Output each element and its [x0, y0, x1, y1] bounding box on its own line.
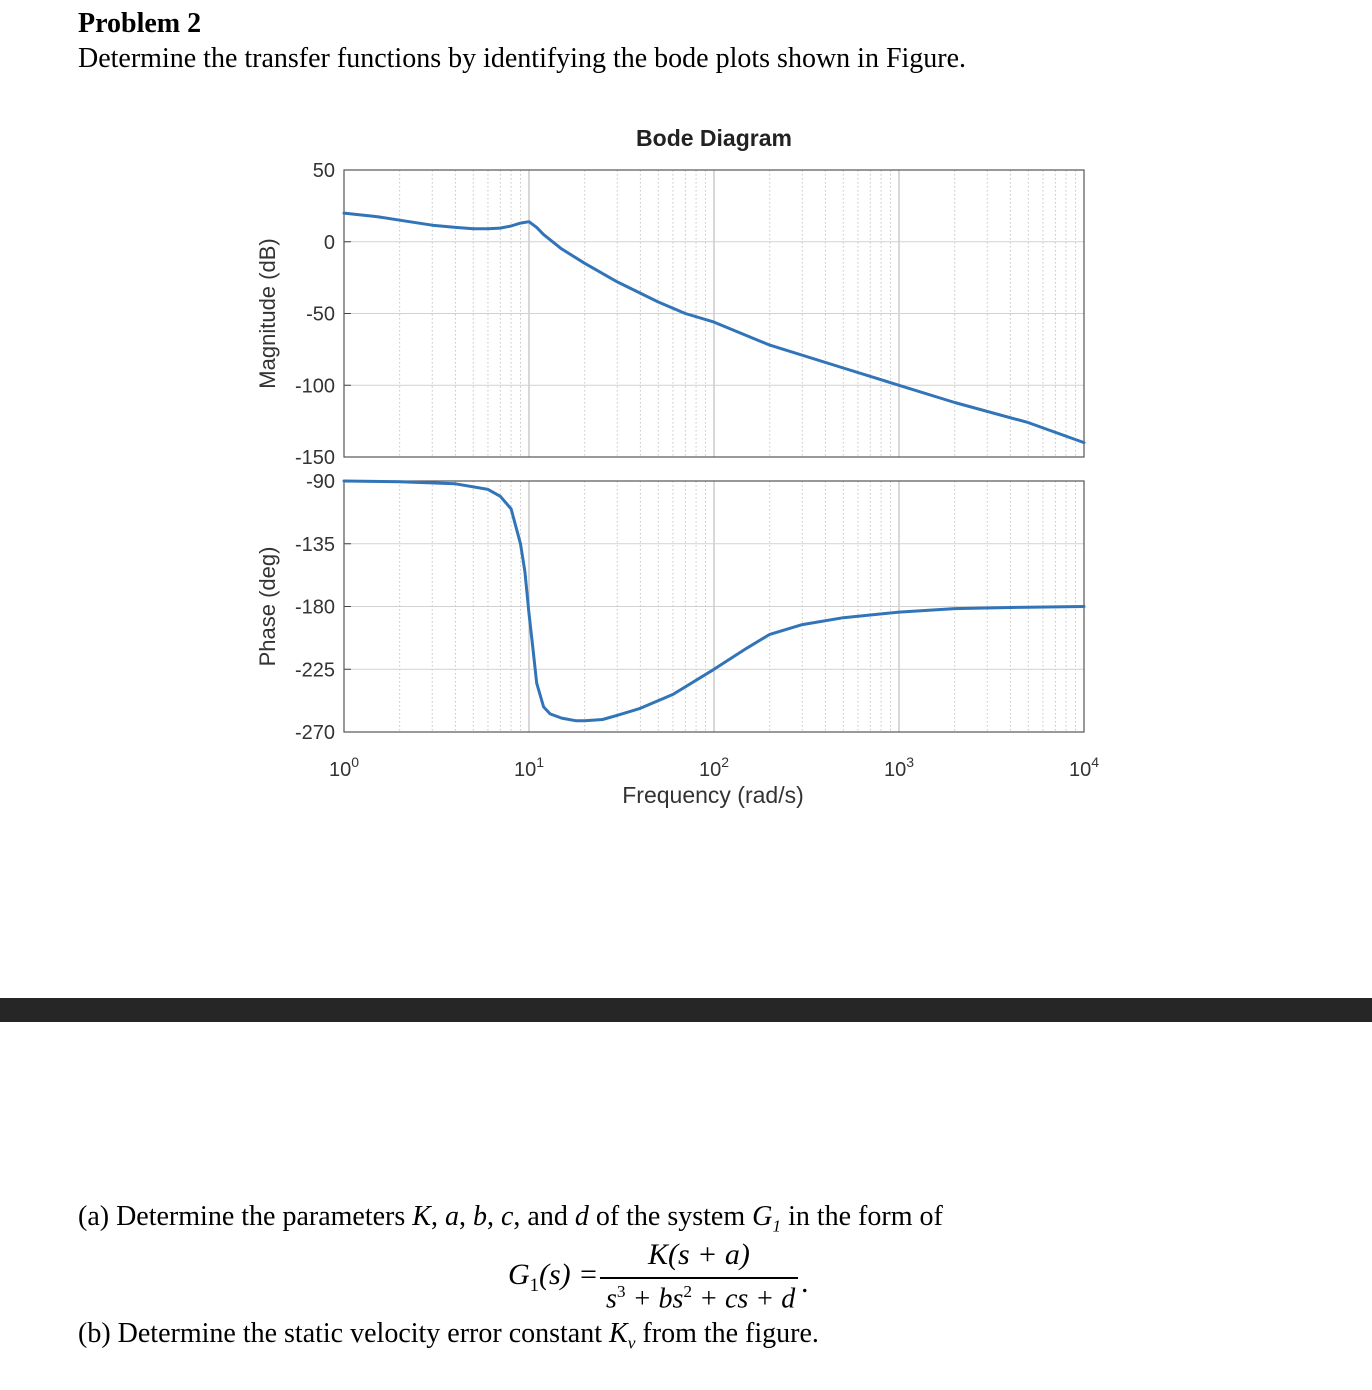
transfer-function-equation	[508, 1238, 828, 1318]
question-b: (b) Determine the static velocity error constant $K_v$ from the figure.	[78, 1318, 819, 1353]
equation-lhs: $G_1(s)$ =	[508, 1258, 599, 1296]
equation-period: .	[801, 1266, 809, 1299]
x-tick-label: $10^3$	[883, 754, 915, 781]
y-tick-label: -100	[294, 375, 335, 398]
problem-statement: Determine the transfer functions by identifying the bode plots shown in Figure.	[78, 43, 967, 74]
y-tick-label: -150	[294, 447, 335, 469]
equation-denominator: $s^3 + bs^2$ + cs + d	[606, 1282, 796, 1315]
y-tick-label: -270	[294, 722, 335, 744]
x-axis-label: Frequency (rad/s)	[622, 782, 804, 808]
equation-numerator: K(s + a)	[648, 1238, 750, 1271]
fraction-bar	[600, 1277, 798, 1279]
y-tick-label: -180	[294, 596, 335, 619]
divider-bar	[0, 998, 1372, 1022]
y-tick-label: -225	[294, 659, 335, 682]
y-tick-label: 50	[312, 160, 335, 182]
chart-title: Bode Diagram	[636, 125, 792, 151]
problem-title: Problem 2	[78, 8, 202, 39]
phase-axis-label: Phase (deg)	[255, 546, 280, 667]
x-tick-label: $10^1$	[513, 754, 545, 781]
y-tick-label: -50	[306, 303, 335, 326]
x-tick-label: $10^0$	[328, 754, 360, 781]
question-a: (a) Determine the parameters K, a, b, c, and d of the system $G_1$ in the form of	[78, 1201, 943, 1236]
x-tick-label: $10^4$	[1068, 754, 1100, 781]
y-tick-label: -135	[294, 533, 335, 556]
magnitude-axis-label: Magnitude (dB)	[255, 238, 280, 389]
y-tick-label: 0	[323, 231, 335, 254]
y-tick-label: -90	[306, 471, 335, 493]
x-tick-label: $10^2$	[698, 754, 730, 781]
